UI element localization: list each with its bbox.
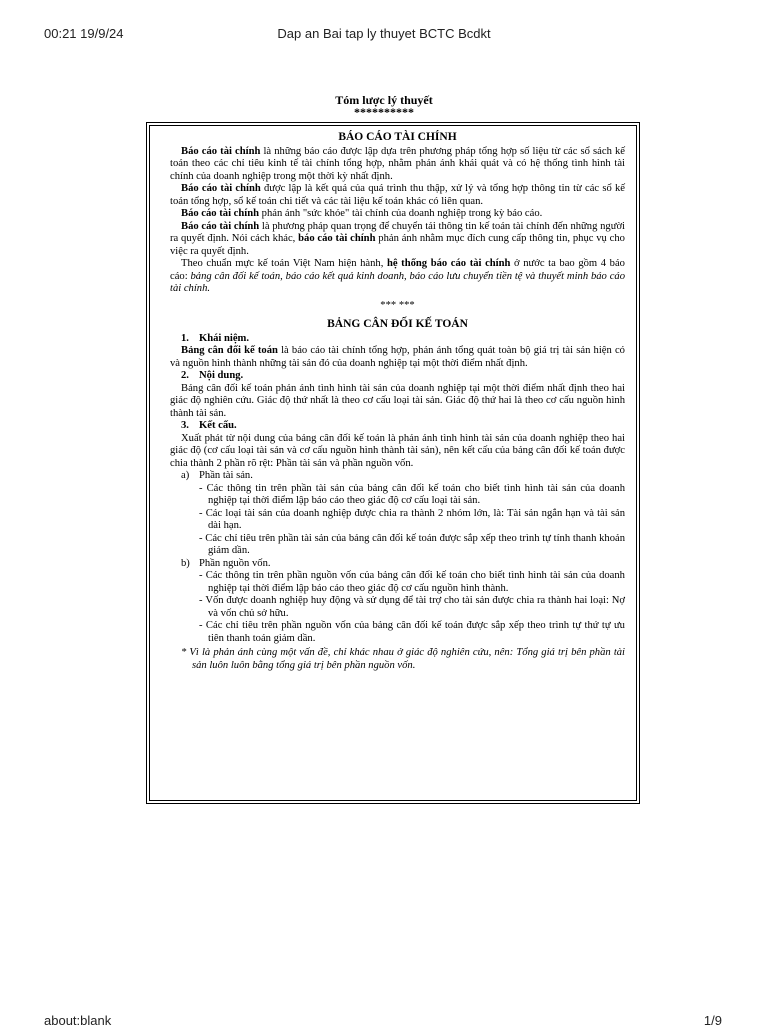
print-page-number: 1/9: [703, 1013, 722, 1028]
title-stars: **********: [354, 105, 414, 119]
bold-term: Báo cáo tài chính: [181, 183, 261, 194]
bold-term: Báo cáo tài chính: [181, 208, 259, 219]
conclusion-note: * Vì là phản ánh cùng một vấn đề, chỉ khác nhau ở giác độ nghiên cứu, nên: Tổng giá trị bên phần tài sản luôn luôn bằng tổng giá trị bên phần nguồn vốn.: [181, 647, 625, 671]
text: là phương pháp quan trọng để chuyển tải thông tin kế toán tài chính đến những người ra quyết định. Nói cách khác,: [170, 220, 625, 244]
paragraph-1: [170, 146, 625, 184]
heading-noi-dung: 2. Nội dung.: [181, 370, 244, 381]
subheading-nguon-von: b) Phần nguồn vốn.: [181, 557, 271, 569]
print-datetime: 00:21 19/9/24: [44, 26, 124, 41]
bold-term: hệ thống báo cáo tài chính: [386, 258, 511, 269]
paragraph-khai-niem: [170, 345, 625, 370]
document-title: Tóm lược lý thuyết: [335, 93, 433, 107]
content-frame: [146, 122, 640, 804]
paragraph-4: [170, 221, 625, 259]
list-item: - Các chỉ tiêu trên phần nguồn vốn của bảng cân đối kế toán được sắp xếp theo trình tự thứ tự ưu tiên thanh toán giảm dần.: [199, 620, 625, 644]
list-item: - Các loại tài sản của doanh nghiệp được chia ra thành 2 nhóm lớn, là: Tài sản ngắn hạn và tài sản dài hạn.: [199, 507, 625, 531]
text: là những báo cáo được lập dựa trên phương pháp tổng hợp số liệu từ các sổ sách kế toán theo các chỉ tiêu kinh tế tài chính tổng hợp, nhằm phản ánh khái quát và có hệ thống tình hình tài chính của doanh nghiệp trong một thời kỳ nhất định.: [170, 145, 625, 182]
text: phản ánh "sức khỏe" tài chính của doanh nghiệp trong kỳ báo cáo.: [259, 208, 543, 219]
subheading-tai-san: a) Phần tài sản.: [181, 470, 253, 481]
bold-term: báo cáo tài chính: [298, 233, 376, 244]
heading-ket-cau: 3. Kết cấu.: [181, 420, 237, 431]
paragraph-2: [170, 183, 625, 208]
text: được lập là kết quả của quá trình thu thập, xử lý và tổng hợp thông tin từ các sổ kế toán tổng hợp, sổ kế toán chi tiết và các tài liệu kế toán khác có liên quan.: [170, 183, 625, 207]
text: phản ánh nhằm mục đích cung cấp thông tin, phục vụ cho việc ra quyết định.: [170, 233, 625, 257]
italic-list: bảng cân đối kế toán, báo cáo kết quả kinh doanh, báo cáo lưu chuyển tiền tệ và thuyết minh báo cáo tài chính.: [170, 270, 626, 294]
text: Theo chuẩn mực kế toán Việt Nam hiện hành,: [181, 258, 387, 269]
paragraph-3: [170, 208, 625, 221]
list-item: - Các chỉ tiêu trên phần tài sản của bảng cân đối kế toán được sắp xếp theo trình tự tính thanh khoản giảm dần.: [199, 532, 625, 556]
text: là báo cáo tài chính tổng hợp, phản ánh tổng quát toàn bộ giá trị tài sản hiện có và nguồn hình thành những tài sản đó của doanh nghiệp tại một thời điểm nhất định.: [170, 345, 625, 369]
paragraph-noi-dung: Bảng cân đối kế toán phản ánh tình hình tài sản của doanh nghiệp tại một thời điểm nhất định theo hai giác độ nghiên cứu. Giác độ thứ nhất là theo cơ cấu loại tài sản. Giác độ thứ hai là theo cơ cấu nguồn hình thành tài sản.: [170, 382, 625, 419]
list-item: - Các thông tin trên phần tài sản của bảng cân đối kế toán cho biết tình hình tài sản của doanh nghiệp tại thời điểm lập báo cáo theo giác độ cơ cấu loại tài sản.: [199, 482, 625, 506]
list-item: - Vốn được doanh nghiệp huy động và sử dụng để tài trợ cho tài sản được chia ra thành hai loại: Nợ và vốn chủ sở hữu.: [199, 595, 625, 619]
bold-term: Bảng cân đối kế toán: [181, 345, 278, 356]
text: ở nước ta bao gồm 4 báo cáo:: [170, 258, 625, 282]
section-title-bctc: BÁO CÁO TÀI CHÍNH: [338, 131, 457, 143]
print-page-title: Dap an Bai tap ly thuyet BCTC Bcdkt: [277, 26, 491, 41]
print-url: about:blank: [44, 1013, 112, 1028]
bold-term: Báo cáo tài chính: [181, 220, 260, 232]
bold-term: Báo cáo tài chính: [181, 145, 261, 157]
section-separator: *** ***: [380, 299, 415, 311]
content-inner: [149, 125, 637, 801]
section-title-bcdkt: BẢNG CÂN ĐỐI KẾ TOÁN: [327, 318, 468, 330]
paragraph-ket-cau: Xuất phát từ nội dung của bảng cân đối kế toán là phản ánh tình hình tài sản của doanh nghiệp theo hai giác độ (cơ cấu loại tài sản và cơ cấu nguồn hình thành tài sản), nên kết cấu của bảng cân đối kế toán được chia thành 2 phần rõ rệt: Phần tài sản và phần nguồn vốn.: [170, 432, 625, 469]
paragraph-5: [170, 258, 625, 296]
list-item: - Các thông tin trên phần nguồn vốn của bảng cân đối kế toán cho biết tình hình tài sản của doanh nghiệp tại thời điểm lập báo cáo theo giác độ cơ cấu nguồn hình thành.: [199, 570, 625, 594]
heading-khai-niem: 1. Khái niệm.: [181, 332, 250, 344]
